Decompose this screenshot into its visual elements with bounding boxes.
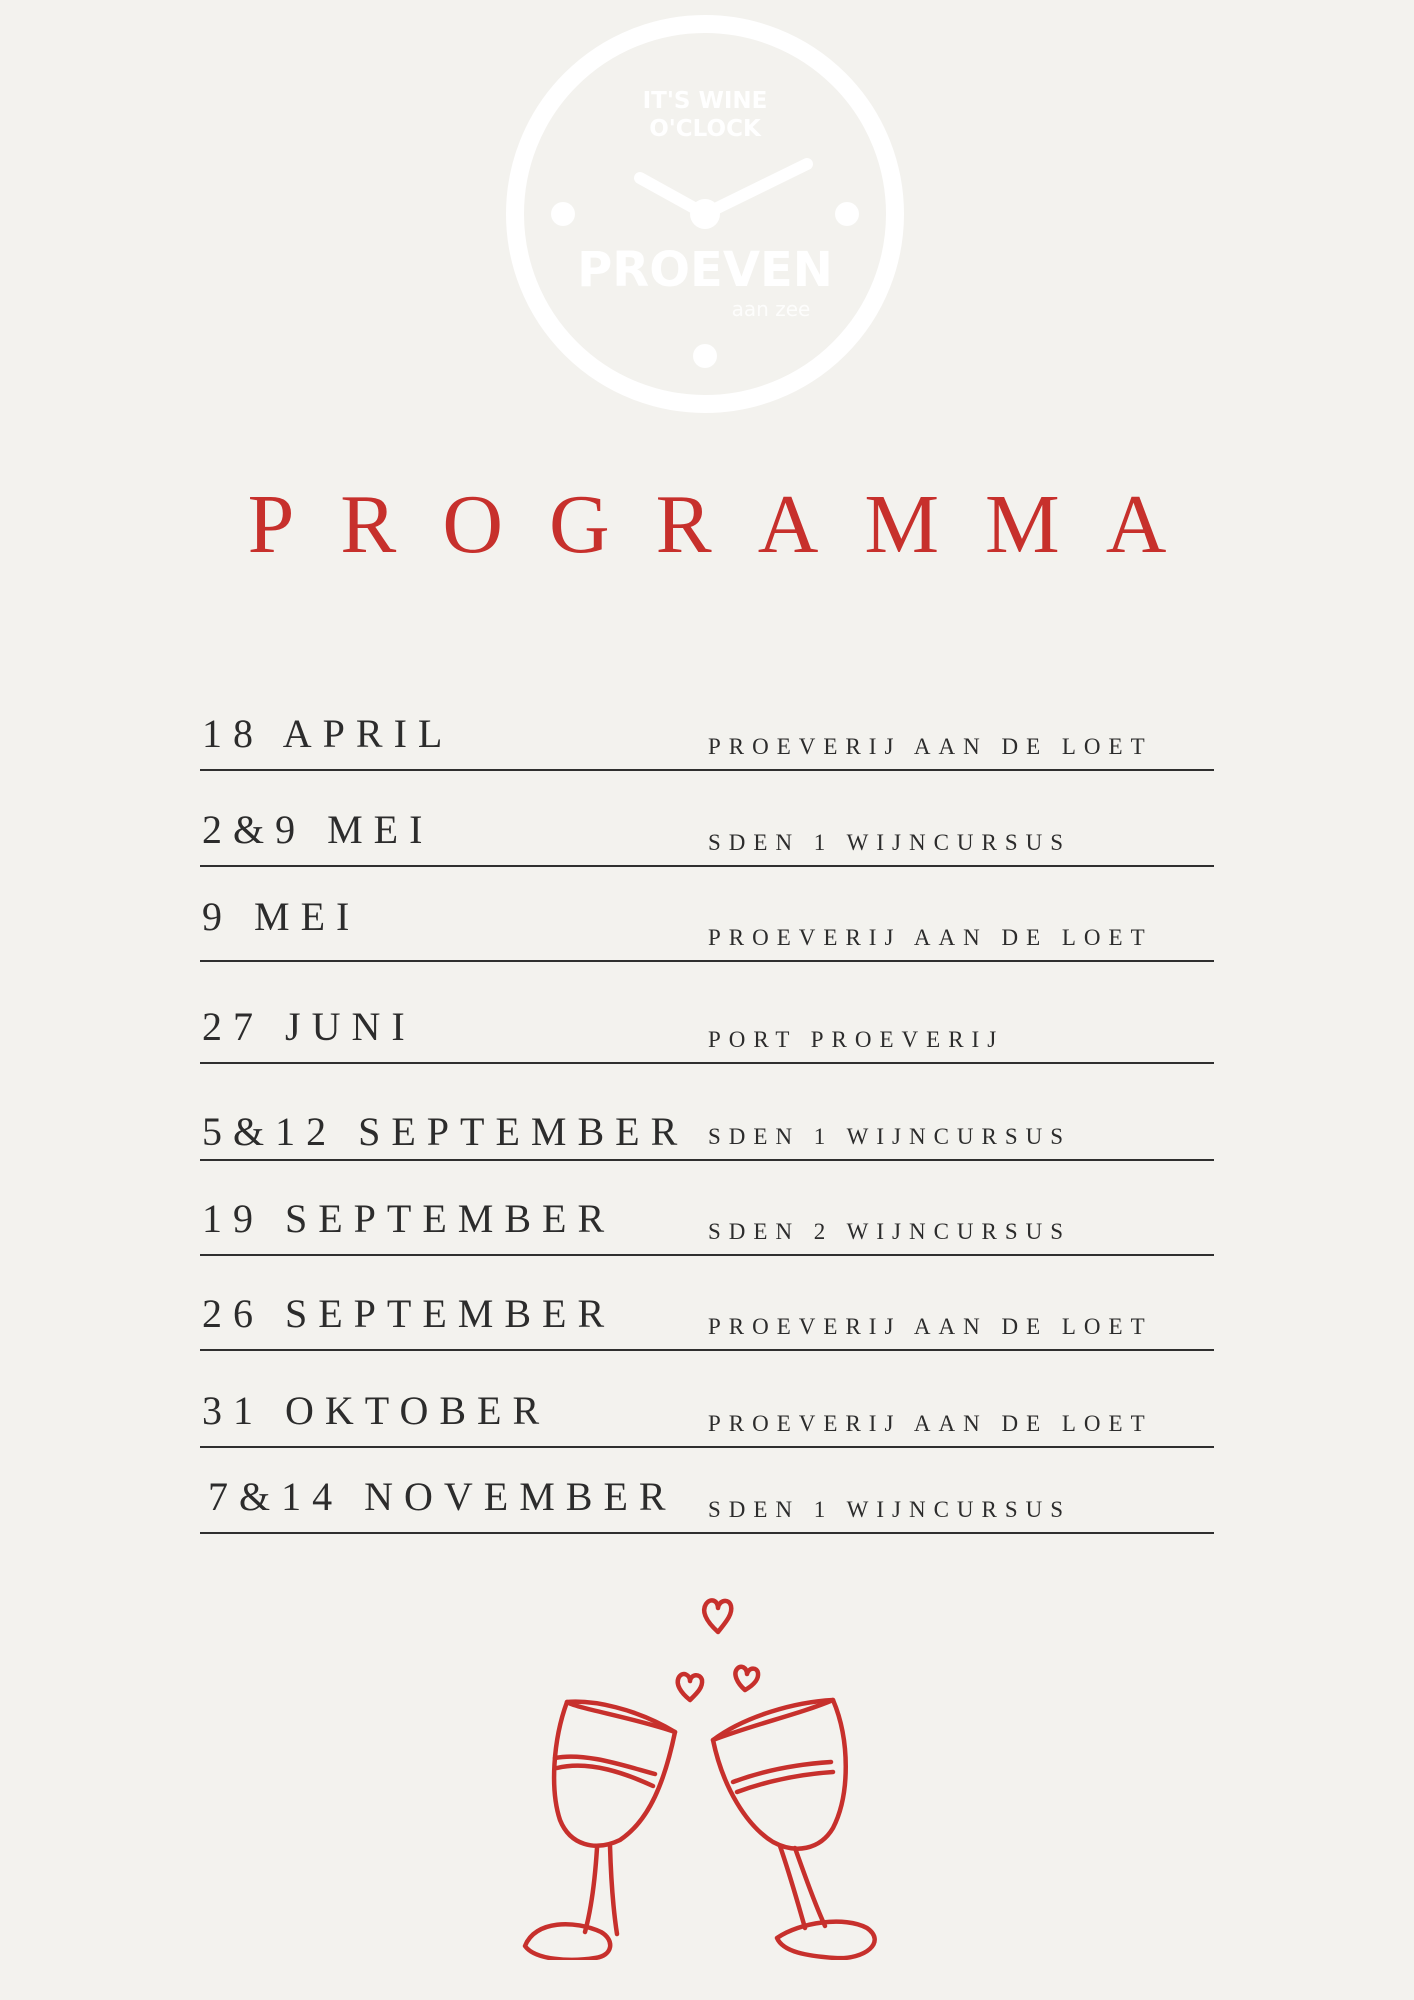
schedule-row	[200, 1463, 1214, 1534]
heart-icon	[678, 1674, 702, 1700]
wine-glasses-toast-icon	[515, 1590, 905, 1960]
divider	[200, 1159, 1214, 1161]
schedule-row	[200, 1377, 1214, 1448]
schedule-event: SDEN 1 WIJNCURSUS	[708, 1497, 1072, 1522]
schedule-row	[200, 1090, 1214, 1161]
schedule-date: 5&12 SEPTEMBER	[202, 1109, 689, 1154]
divider	[200, 1532, 1214, 1534]
schedule-event: PROEVERIJ AAN DE LOET	[708, 734, 1153, 759]
schedule-event: SDEN 2 WIJNCURSUS	[708, 1219, 1072, 1244]
schedule-row	[200, 1280, 1214, 1351]
logo-brand: PROEVEN	[577, 242, 833, 298]
divider	[200, 1254, 1214, 1256]
heart-icon	[735, 1667, 758, 1690]
schedule-row	[200, 796, 1214, 867]
schedule-date: 27 JUNI	[202, 1004, 416, 1049]
schedule-event: SDEN 1 WIJNCURSUS	[708, 1124, 1072, 1149]
logo-line2: O'CLOCK	[649, 116, 761, 142]
schedule-event: PROEVERIJ AAN DE LOET	[708, 1411, 1153, 1436]
schedule-date: 31 OKTOBER	[202, 1388, 551, 1433]
schedule-event: PORT PROEVERIJ	[708, 1027, 1005, 1052]
heart-icon	[704, 1600, 731, 1632]
divider	[200, 1062, 1214, 1064]
page-title: PROGRAMMA	[247, 478, 1213, 571]
logo-sub: aan zee	[731, 297, 811, 321]
divider	[200, 769, 1214, 771]
divider	[200, 960, 1214, 962]
divider	[200, 865, 1214, 867]
divider	[200, 1446, 1214, 1448]
schedule-event: PROEVERIJ AAN DE LOET	[708, 925, 1153, 950]
schedule-event: SDEN 1 WIJNCURSUS	[708, 830, 1072, 855]
schedule-date: 26 SEPTEMBER	[202, 1291, 616, 1336]
schedule-date: 7&14 NOVEMBER	[208, 1474, 677, 1519]
schedule-row	[200, 891, 1214, 962]
schedule-event: PROEVERIJ AAN DE LOET	[708, 1314, 1153, 1339]
schedule-date: 2&9 MEI	[202, 807, 434, 852]
schedule-row	[200, 1185, 1214, 1256]
schedule-row	[200, 993, 1214, 1064]
schedule-date: 9 MEI	[202, 894, 361, 939]
schedule-row	[200, 700, 1214, 771]
schedule-date: 18 APRIL	[202, 711, 454, 756]
logo-line1: IT'S WINE	[642, 88, 768, 114]
schedule-date: 19 SEPTEMBER	[202, 1196, 616, 1241]
divider	[200, 1349, 1214, 1351]
